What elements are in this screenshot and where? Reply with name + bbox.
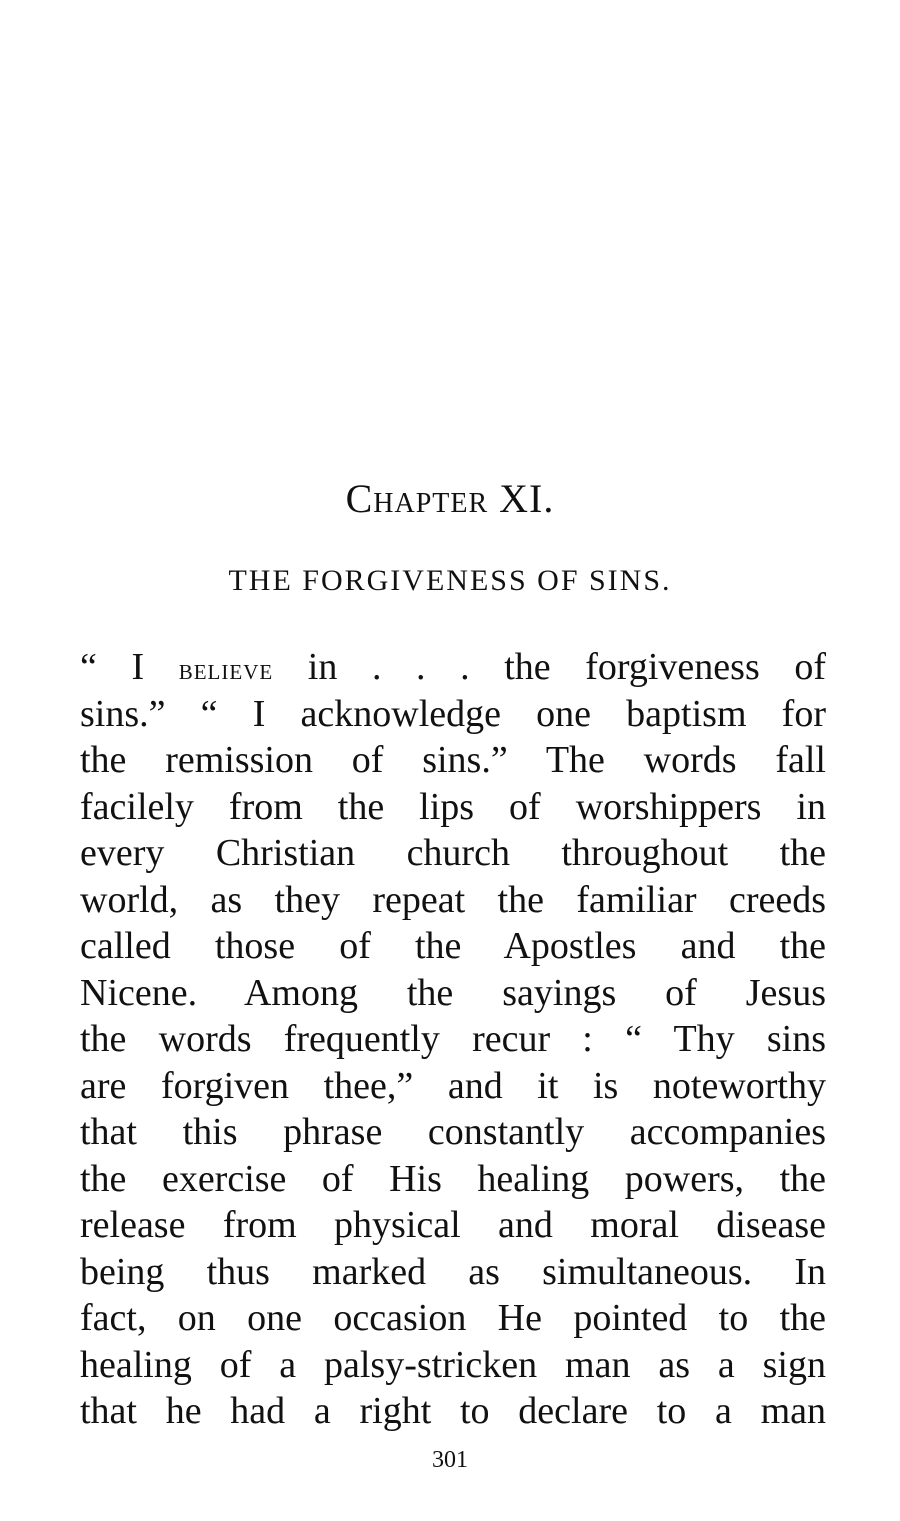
text-line: every Christian church throughout the [80, 832, 826, 874]
text-line: called those of the Apostles and the [80, 925, 826, 967]
text-line: are forgiven thee,” and it is noteworthy [80, 1064, 826, 1107]
text-line-first [80, 644, 826, 691]
text-line: world, as they repeat the familiar creeds [80, 878, 826, 921]
text-line: sins.” “ I acknowledge one baptism for [80, 692, 826, 735]
text-line: fact, on one occasion He pointed to the [80, 1297, 826, 1339]
chapter-label: Chapter [345, 476, 489, 521]
chapter-numeral: XI. [499, 476, 555, 521]
body-text [80, 644, 826, 1435]
text-line: release from physical and moral disease [80, 1204, 826, 1246]
opening-quote: “ I [80, 646, 179, 688]
first-line-rest: in . . . the forgiveness of [273, 646, 826, 688]
page-number: 301 [432, 1447, 468, 1473]
text-line: being thus marked as simultaneous. In [80, 1250, 826, 1293]
text-line: the words frequently recur : “ Thy sins [80, 1018, 826, 1060]
text-line: facilely from the lips of worshippers in [80, 785, 826, 828]
text-line: that this phrase constantly accompanies [80, 1111, 826, 1153]
text-line: the remission of sins.” The words fall [80, 739, 826, 781]
small-caps-word: believe [178, 653, 274, 686]
chapter-title: THE FORGIVENESS OF SINS. [228, 564, 672, 597]
chapter-heading [0, 474, 900, 524]
text-line: the exercise of His healing powers, the [80, 1157, 826, 1200]
text-line: that he had a right to declare to a man [80, 1390, 826, 1432]
text-line: healing of a palsy-stricken man as a sign [80, 1343, 826, 1386]
text-line: Nicene. Among the sayings of Jesus [80, 971, 826, 1014]
